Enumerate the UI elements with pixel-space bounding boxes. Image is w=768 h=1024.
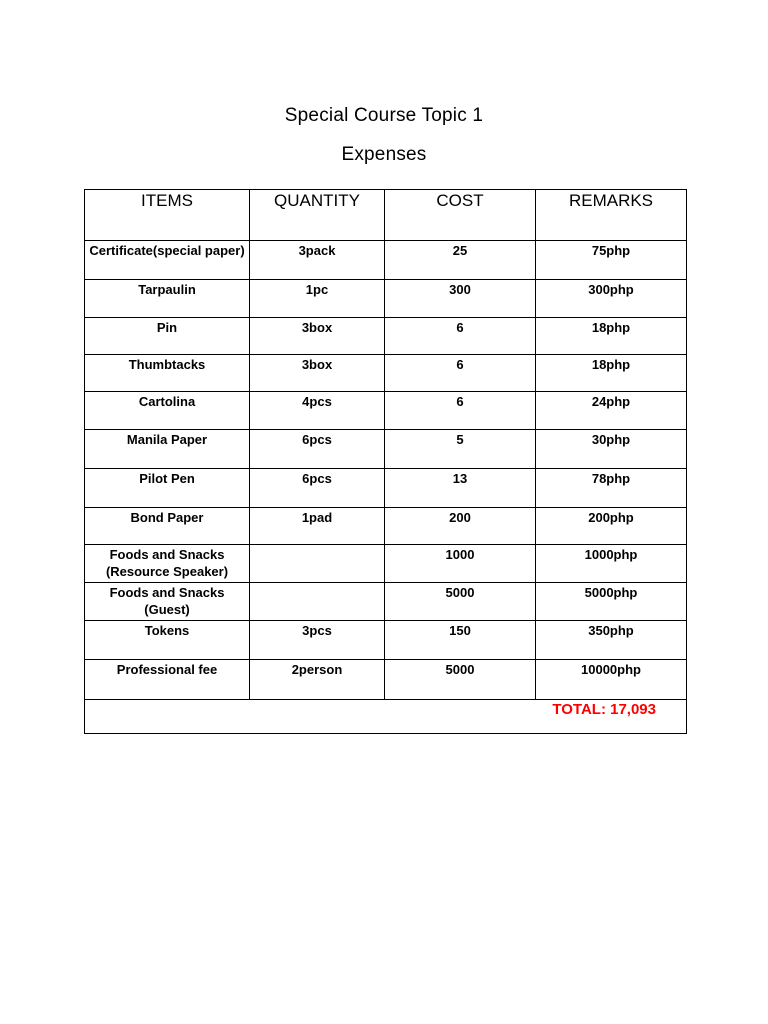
cell-remarks: 350php [536,621,687,660]
cell-remarks: 10000php [536,660,687,700]
cell-quantity: 3box [250,355,385,392]
cell-remarks: 24php [536,392,687,430]
cell-remarks: 200php [536,508,687,545]
cell-item: Tarpaulin [85,280,250,318]
cell-remarks: 18php [536,318,687,355]
table-row [85,392,687,430]
table-row [85,583,687,621]
cell-quantity: 1pc [250,280,385,318]
cell-cost: 1000 [385,545,536,583]
cell-item: Foods and Snacks (Resource Speaker) [85,545,250,583]
cell-remarks: 30php [536,430,687,469]
cell-quantity: 4pcs [250,392,385,430]
cell-cost: 13 [385,469,536,508]
cell-cost: 5000 [385,583,536,621]
table-row [85,355,687,392]
cell-remarks: 78php [536,469,687,508]
header-quantity: QUANTITY [250,190,385,241]
table-row [85,660,687,700]
cell-remarks: 5000php [536,583,687,621]
cell-quantity [250,583,385,621]
table-row [85,280,687,318]
total-row [85,700,687,734]
cell-quantity: 1pad [250,508,385,545]
table-row [85,469,687,508]
cell-cost: 5000 [385,660,536,700]
cell-remarks: 75php [536,241,687,280]
cell-item: Certificate(special paper) [85,241,250,280]
cell-cost: 150 [385,621,536,660]
table-header-row [85,190,687,241]
cell-remarks: 18php [536,355,687,392]
cell-item: Professional fee [85,660,250,700]
cell-item: Bond Paper [85,508,250,545]
cell-item: Cartolina [85,392,250,430]
cell-item: Manila Paper [85,430,250,469]
cell-item: Pilot Pen [85,469,250,508]
document-title: Special Course Topic 1 [284,105,484,126]
cell-quantity: 3box [250,318,385,355]
document-subtitle: Expenses [341,144,427,165]
table-row [85,621,687,660]
table-row [85,545,687,583]
cell-cost: 300 [385,280,536,318]
table-row [85,508,687,545]
cell-quantity: 2person [250,660,385,700]
total-value: TOTAL: 17,093 [85,700,687,734]
cell-remarks: 1000php [536,545,687,583]
expenses-table [84,189,687,734]
cell-cost: 200 [385,508,536,545]
header-cost: COST [385,190,536,241]
cell-cost: 5 [385,430,536,469]
cell-item: Foods and Snacks (Guest) [85,583,250,621]
cell-remarks: 300php [536,280,687,318]
cell-cost: 6 [385,392,536,430]
table-row [85,318,687,355]
cell-quantity: 6pcs [250,469,385,508]
cell-quantity: 6pcs [250,430,385,469]
header-remarks: REMARKS [536,190,687,241]
table-row [85,241,687,280]
cell-item: Thumbtacks [85,355,250,392]
cell-cost: 6 [385,318,536,355]
table-row [85,430,687,469]
header-items: ITEMS [85,190,250,241]
cell-quantity [250,545,385,583]
cell-quantity: 3pcs [250,621,385,660]
cell-item: Tokens [85,621,250,660]
cell-item: Pin [85,318,250,355]
cell-quantity: 3pack [250,241,385,280]
cell-cost: 6 [385,355,536,392]
cell-cost: 25 [385,241,536,280]
